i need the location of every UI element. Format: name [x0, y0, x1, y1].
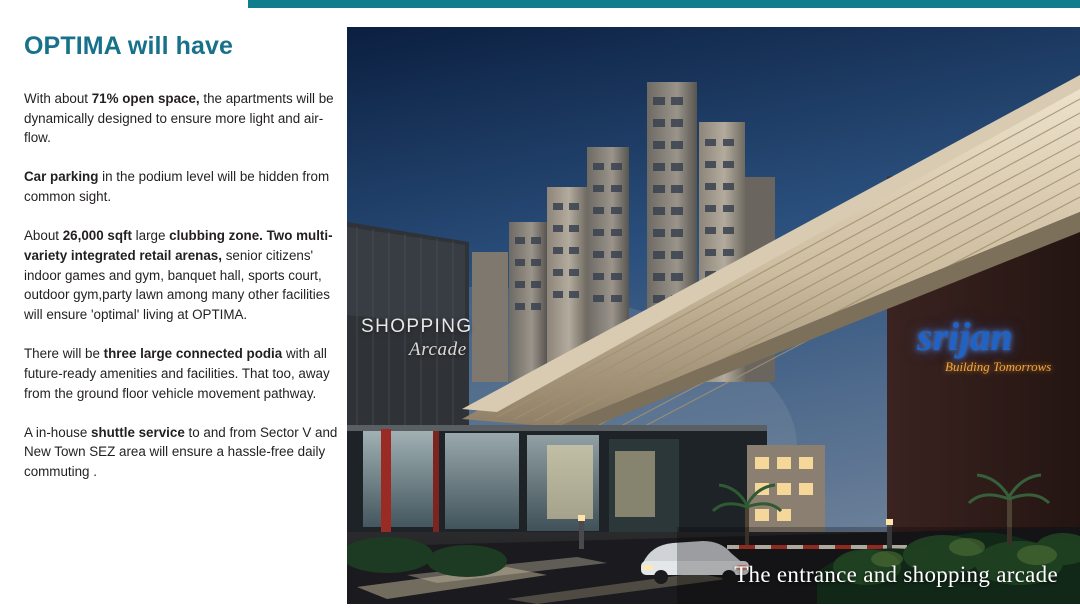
top-bar-right	[248, 0, 1080, 8]
body-text: With about	[24, 90, 92, 106]
paragraph-list	[24, 89, 342, 482]
emphasis-text: Car parking	[24, 169, 99, 185]
body-text: with all future-ready amenities and facilities. That too, away from the ground floor vehicle movement pathway.	[24, 346, 330, 401]
emphasis-text: shuttle service	[91, 424, 185, 440]
image-caption: The entrance and shopping arcade	[734, 562, 1058, 587]
body-paragraph	[24, 89, 342, 148]
brand-name-text: srijan	[917, 314, 1013, 359]
body-paragraph	[24, 423, 342, 482]
body-paragraph	[24, 226, 342, 325]
body-text: There will be	[24, 346, 104, 362]
emphasis-text: clubbing zone. Two multi-variety integrated retail arenas,	[24, 227, 333, 263]
rendering-image	[347, 27, 1080, 604]
body-text: senior citizens' indoor games and gym, banquet hall, sports court, outdoor gym,party lawn among many other facilities will ensure 'optimal' living at OPTIMA.	[24, 247, 330, 323]
body-paragraph	[24, 344, 342, 403]
top-bar-left	[0, 0, 248, 8]
body-text: About	[24, 227, 63, 243]
body-text: the apartments will be dynamically designed to ensure more light and air-flow.	[24, 90, 334, 146]
brand-tagline-text: Building Tomorrows	[945, 359, 1052, 374]
emphasis-text: 26,000 sqft	[62, 227, 132, 243]
signage-arcade-text: Arcade	[409, 339, 467, 360]
signage-shopping-text: SHOPPING	[361, 316, 473, 337]
srijan-logo	[917, 314, 1077, 375]
page-title: OPTIMA will have	[24, 32, 234, 60]
body-text: large	[131, 227, 170, 243]
body-text: in the podium level will be hidden from common sight.	[24, 169, 330, 205]
text-column	[24, 32, 342, 482]
emphasis-text: three large connected podia	[103, 346, 283, 362]
body-text: A in-house	[24, 424, 91, 440]
emphasis-text: 71% open space,	[91, 90, 200, 106]
body-paragraph	[24, 167, 342, 207]
body-text: to and from Sector V and New Town SEZ area will ensure a hassle-free daily commuting .	[24, 424, 338, 480]
